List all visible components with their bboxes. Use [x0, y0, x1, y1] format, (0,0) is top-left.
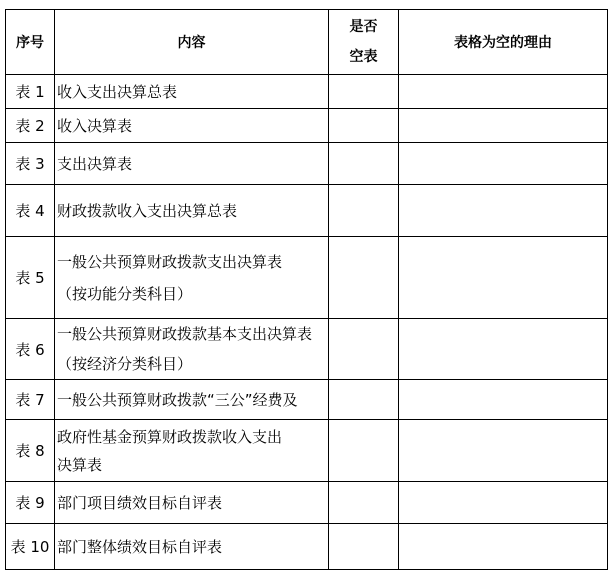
- header-content: 内容: [55, 10, 329, 75]
- row-content: [55, 380, 329, 420]
- row-reason-cell: [399, 420, 608, 482]
- report-index-table: [5, 9, 608, 570]
- header-empty: [329, 10, 399, 75]
- row-no: 表 1: [6, 75, 55, 109]
- row-reason-cell: [399, 380, 608, 420]
- row-empty-cell: [329, 237, 399, 319]
- row-content: 收入决算表: [55, 109, 329, 143]
- row-reason-cell: [399, 75, 608, 109]
- row-empty-cell: [329, 75, 399, 109]
- row-no: 表 3: [6, 143, 55, 185]
- row-empty-cell: [329, 109, 399, 143]
- table-row: [6, 185, 608, 237]
- row-reason-cell: [399, 319, 608, 380]
- row-content: [55, 319, 329, 380]
- row-content-line: 一般公共预算财政拨款支出决算表: [57, 252, 283, 271]
- header-reason: 表格为空的理由: [399, 10, 608, 75]
- header-empty-line2: 空表: [349, 49, 378, 65]
- row-no: 表 10: [6, 524, 55, 570]
- row-reason-cell: [399, 524, 608, 570]
- row-reason-cell: [399, 482, 608, 524]
- row-no: 表 9: [6, 482, 55, 524]
- row-content-line: （按经济分类科目）: [57, 355, 193, 373]
- table-row: [6, 482, 608, 524]
- row-reason-cell: [399, 185, 608, 237]
- table-row: [6, 237, 608, 319]
- row-reason-cell: [399, 109, 608, 143]
- row-content: [55, 237, 329, 319]
- row-content-line: 政府性基金预算财政拨款收入支出: [57, 427, 283, 446]
- row-content: 财政拨款收入支出决算总表: [55, 185, 329, 237]
- header-no: 序号: [6, 10, 55, 75]
- row-content-line: 一般公共预算财政拨款“三公”经费及: [57, 390, 298, 409]
- row-content: 收入支出决算总表: [55, 75, 329, 109]
- row-content-line: 一般公共预算财政拨款基本支出决算表: [57, 325, 313, 343]
- row-content: 部门整体绩效目标自评表: [55, 524, 329, 570]
- row-content: [55, 420, 329, 482]
- row-empty-cell: [329, 143, 399, 185]
- row-empty-cell: [329, 185, 399, 237]
- row-reason-cell: [399, 143, 608, 185]
- row-no: 表 6: [6, 319, 55, 380]
- table-row: [6, 380, 608, 420]
- row-no: 表 8: [6, 420, 55, 482]
- row-empty-cell: [329, 420, 399, 482]
- row-empty-cell: [329, 380, 399, 420]
- row-empty-cell: [329, 482, 399, 524]
- table-row: [6, 109, 608, 143]
- row-no: 表 7: [6, 380, 55, 420]
- row-reason-cell: [399, 237, 608, 319]
- row-no: 表 4: [6, 185, 55, 237]
- row-content: 部门项目绩效目标自评表: [55, 482, 329, 524]
- row-content-line: 决算表: [57, 455, 103, 474]
- table-row: [6, 420, 608, 482]
- row-content: 支出决算表: [55, 143, 329, 185]
- table-row: [6, 75, 608, 109]
- table-row: [6, 524, 608, 570]
- row-no: 表 2: [6, 109, 55, 143]
- table-row: [6, 143, 608, 185]
- row-empty-cell: [329, 319, 399, 380]
- row-empty-cell: [329, 524, 399, 570]
- row-content-line: （按功能分类科目）: [57, 284, 193, 303]
- row-no: 表 5: [6, 237, 55, 319]
- table-header-row: [6, 10, 608, 75]
- table-row: [6, 319, 608, 380]
- header-empty-line1: 是否: [349, 19, 378, 35]
